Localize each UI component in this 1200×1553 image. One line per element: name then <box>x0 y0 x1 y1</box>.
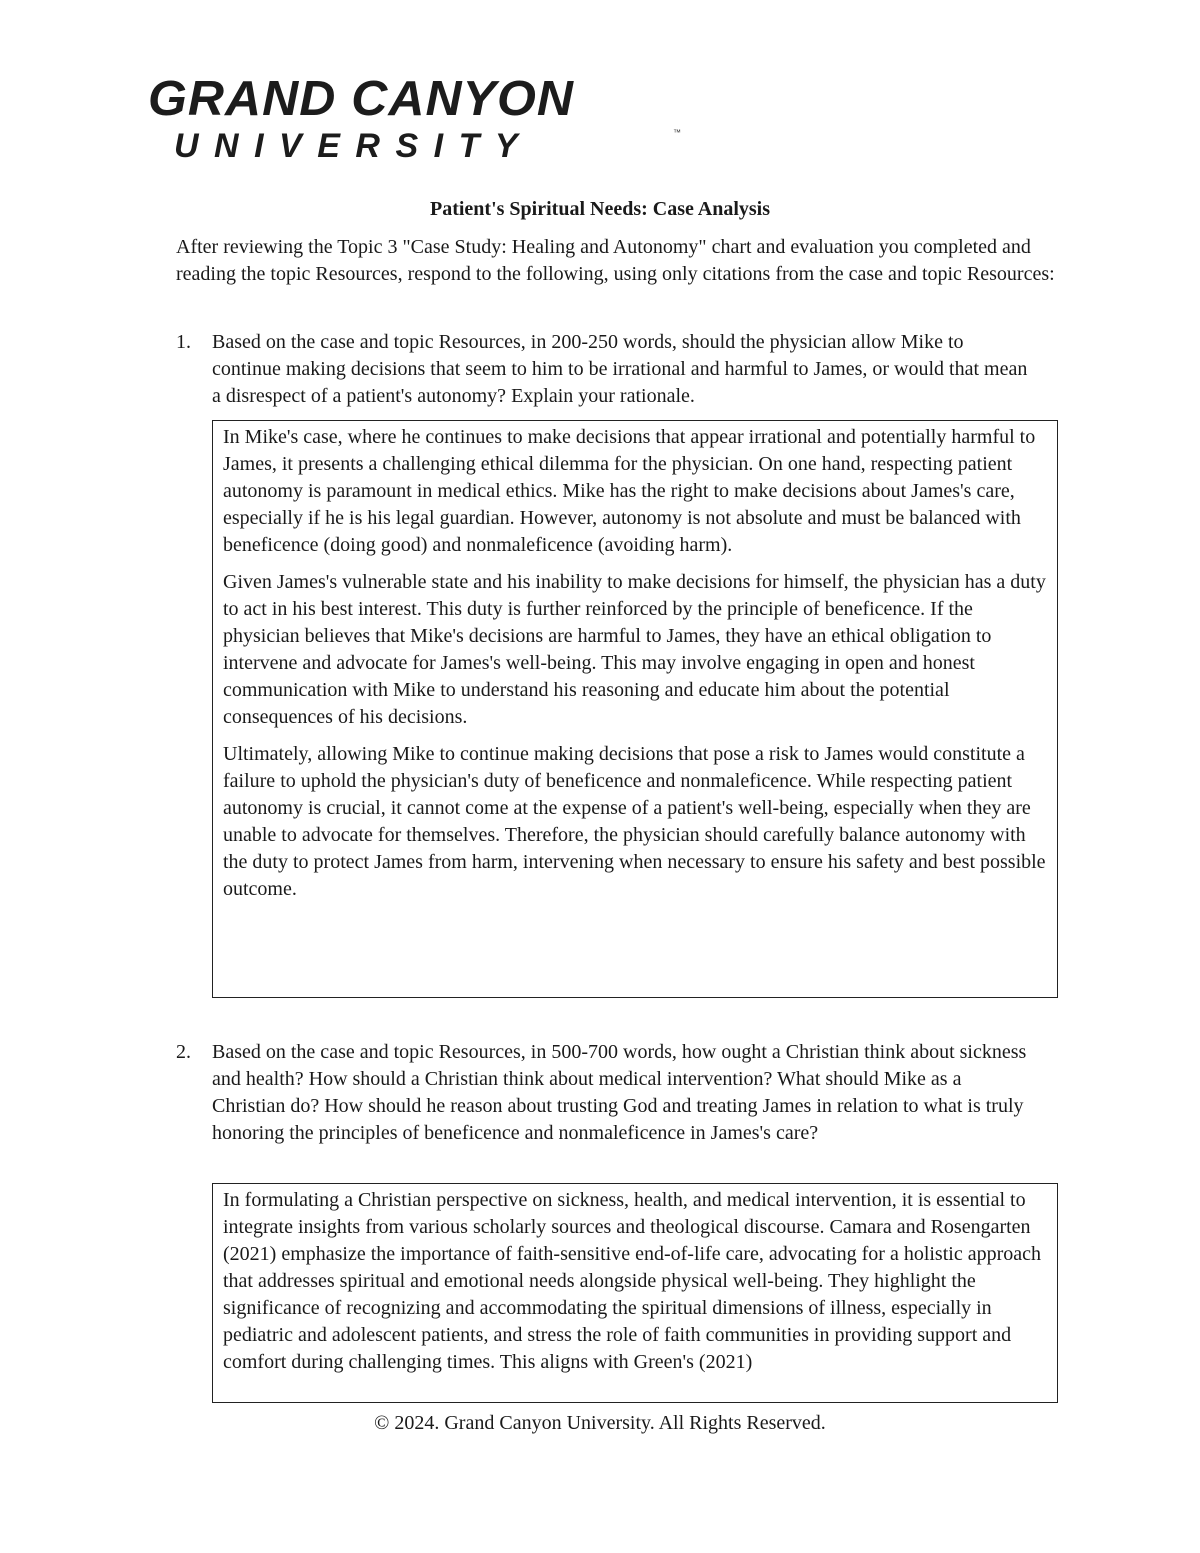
copyright-footer: © 2024. Grand Canyon University. All Rights Reserved. <box>374 1412 826 1434</box>
question-prompt: Based on the case and topic Resources, in 200-250 words, should the physician allow Mike to continue making decisions that seem to him to be irrational and harmful to James, or would that mean a disrespect of a patient's autonomy? Explain your rationale. <box>212 331 1028 407</box>
answer-box-2[interactable] <box>212 1183 1058 1403</box>
question-number: 2. <box>176 1041 191 1063</box>
logo-line-grand-canyon: GRAND CANYON <box>148 72 574 126</box>
university-logo <box>148 72 681 165</box>
answer-box-1[interactable] <box>212 420 1058 998</box>
question-prompt: Based on the case and topic Resources, in 500-700 words, how ought a Christian think about sickness and health? How should a Christian think about medical intervention? What should Mike as a Christian do? How should he reason about trusting God and treating James in relation to what is truly honoring the principles of beneficence and nonmaleficence in James's care? <box>212 1041 1027 1144</box>
answer-paragraph: Ultimately, allowing Mike to continue making decisions that pose a risk to James would constitute a failure to uphold the physician's duty of beneficence and nonmaleficence. While respecting patient autonomy is crucial, it cannot come at the expense of a patient's well-being, especially when they are unable to advocate for themselves. Therefore, the physician should carefully balance autonomy with the duty to protect James from harm, intervening when necessary to ensure his safety and best possible outcome. <box>223 743 1046 900</box>
answer-paragraph: In formulating a Christian perspective on sickness, health, and medical intervention, it is essential to integrate insights from various scholarly sources and theological discourse. Camara and Rosengarten (2021) emphasize the importance of faith-sensitive end-of-life care, advocating for a holistic approach that addresses spiritual and emotional needs alongside physical well-being. They highlight the significance of recognizing and accommodating the spiritual dimensions of illness, especially in pediatric and adolescent patients, and stress the role of faith communities in providing support and comfort during challenging times. This aligns with Green's (2021) <box>223 1189 1041 1373</box>
intro-paragraph: After reviewing the Topic 3 "Case Study: Healing and Autonomy" chart and evaluation you completed and reading the topic Resources, respond to the following, using only citations from the case and topic Resources: <box>176 236 1055 285</box>
answer-paragraph: In Mike's case, where he continues to make decisions that appear irrational and potentially harmful to James, it presents a challenging ethical dilemma for the physician. On one hand, respecting patient autonomy is paramount in medical ethics. Mike has the right to make decisions about James's care, especially if he is his legal guardian. However, autonomy is not absolute and must be balanced with beneficence (doing good) and nonmaleficence (avoiding harm). <box>223 426 1036 556</box>
logo-line-university: UNIVERSITY <box>174 127 534 165</box>
logo-trademark: ™ <box>673 128 681 137</box>
document-title: Patient's Spiritual Needs: Case Analysis <box>429 198 771 220</box>
question-1 <box>176 329 1056 410</box>
question-2 <box>176 1039 1056 1147</box>
answer-paragraph: Given James's vulnerable state and his inability to make decisions for himself, the physician has a duty to act in his best interest. This duty is further reinforced by the principle of beneficence. If the physician believes that Mike's decisions are harmful to James, they have an ethical obligation to intervene and advocate for James's well-being. This may involve engaging in open and honest communication with Mike to understand his reasoning and educate him about the potential consequences of his decisions. <box>223 571 1046 728</box>
question-number: 1. <box>176 331 191 353</box>
